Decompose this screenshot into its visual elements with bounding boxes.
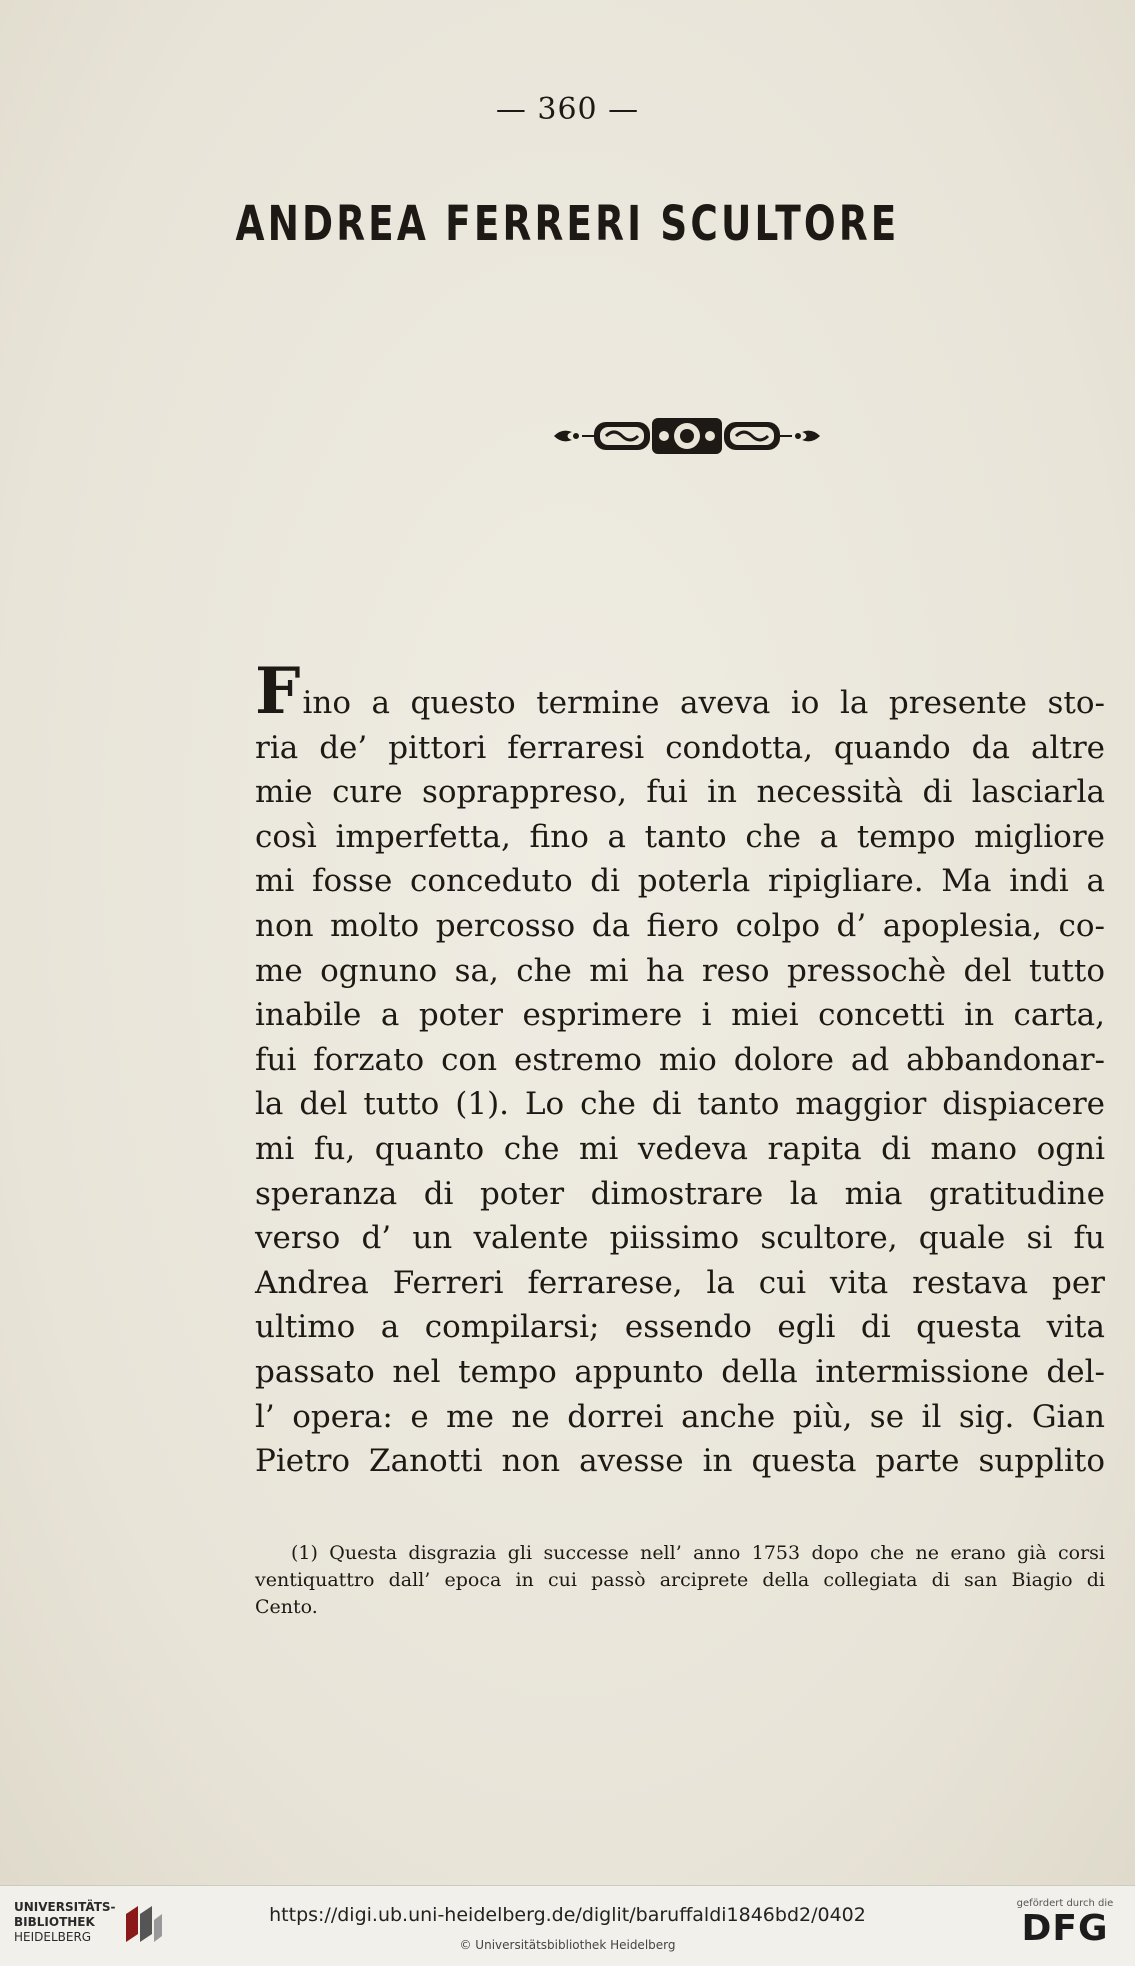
- body-line-5: mi fosse conceduto di poterla ripigliare. Ma indi a: [255, 863, 1105, 900]
- footnote-line-3: Cento.: [255, 1596, 318, 1618]
- body-line-11: mi fu, quanto che mi vedeva rapita di mano ogni: [255, 1130, 1105, 1167]
- ornament-divider: [552, 412, 822, 460]
- body-line-8: inabile a poter esprimere i miei concetti in carta,: [255, 997, 1105, 1034]
- body-line-1: Fino a questo termine aveva io la presente sto-: [255, 654, 1105, 729]
- library-logo[interactable]: UNIVERSITÄTS- BIBLIOTHEK HEIDELBERG: [14, 1900, 164, 1954]
- dfg-logo[interactable]: gefördert durch die DFG: [1016, 1898, 1114, 1949]
- body-line-4: così imperfetta, fino a tanto che a tempo migliore: [255, 818, 1105, 855]
- permalink[interactable]: https://digi.ub.uni-heidelberg.de/diglit/baruffaldi1846bd2/0402: [269, 1904, 866, 1926]
- body-line-16: passato nel tempo appunto della intermissione del-: [255, 1353, 1105, 1390]
- footnote-line-2: ventiquattro dall’ epoca in cui passò arciprete della collegiata di san Biagio di: [255, 1569, 1105, 1591]
- body-line-9: fui forzato con estremo mio dolore ad abbandonar-: [255, 1041, 1105, 1078]
- body-line-18: Pietro Zanotti non avesse in questa parte supplito: [255, 1443, 1105, 1480]
- body-line-7: me ognuno sa, che mi ha reso pressochè del tutto: [255, 952, 1105, 989]
- page-number: — 360 —: [495, 92, 640, 127]
- body-line-10: la del tutto (1). Lo che di tanto maggior dispiacere: [255, 1086, 1105, 1123]
- drop-cap: F: [255, 654, 301, 729]
- body-text: [255, 654, 1105, 1484]
- copyright: © Universitätsbibliothek Heidelberg: [459, 1938, 676, 1952]
- body-line-3: mie cure soprappreso, fui in necessità di lasciarla: [255, 774, 1105, 811]
- viewer-footer: [0, 1885, 1135, 1966]
- body-line-17: l’ opera: e me ne dorrei anche più, se il sig. Gian: [255, 1398, 1105, 1435]
- body-line-14: Andrea Ferreri ferrarese, la cui vita restava per: [255, 1264, 1105, 1301]
- body-line-6: non molto percosso da fiero colpo d’ apoplesia, co-: [255, 907, 1105, 944]
- body-line-13: verso d’ un valente piissimo scultore, quale si fu: [255, 1220, 1105, 1257]
- chapter-title: ANDREA FERRERI SCULTORE: [235, 196, 900, 252]
- body-line-2: ria de’ pittori ferraresi condotta, quando da altre: [255, 729, 1105, 766]
- body-line-15: ultimo a compilarsi; essendo egli di questa vita: [255, 1309, 1105, 1346]
- footnote: [255, 1540, 1105, 1621]
- body-line-12: speranza di poter dimostrare la mia gratitudine: [255, 1175, 1105, 1212]
- footnote-line-1: (1) Questa disgrazia gli successe nell’ anno 1753 dopo che ne erano già corsi: [291, 1542, 1105, 1564]
